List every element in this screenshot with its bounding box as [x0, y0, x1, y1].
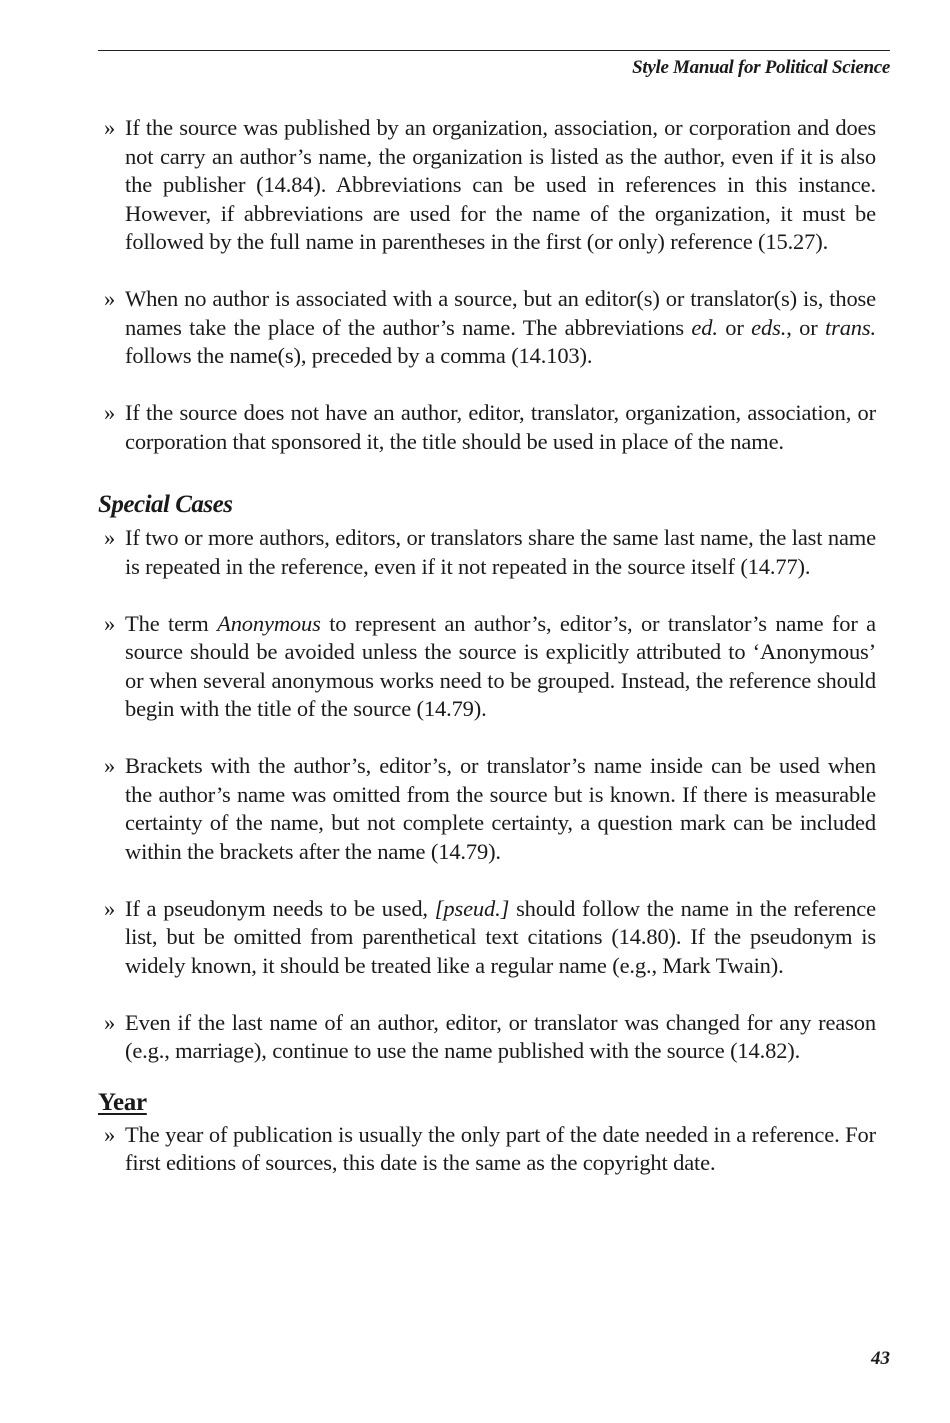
- bullet-text: Even if the last name of an author, editor, or translator was changed for any reason (e.g., marriage), continue to use the name published with the source (14.82).: [125, 1009, 876, 1063]
- bullet-marker-icon: »: [104, 1121, 116, 1147]
- bullet-item: [98, 895, 876, 981]
- bullet-text: When no author is associated with a source, but an editor(s) or translator(s) is, those names take the place of the author’s name. The abbreviations ed. or eds., or trans. follows the name(s), preceded by a comma (14.103).: [125, 286, 876, 368]
- page-number: 43: [871, 1348, 890, 1369]
- bullet-marker-icon: »: [104, 1009, 116, 1035]
- bullet-item: [98, 285, 876, 371]
- bullet-item: [98, 399, 876, 456]
- bullet-text: If a pseudonym needs to be used, [pseud.] should follow the name in the reference list, but be omitted from parenthetical text citations (14.80). If the pseudonym is widely known, it should be treated like a regular name (e.g., Mark Twain).: [125, 895, 876, 978]
- bullet-marker-icon: »: [104, 895, 116, 921]
- section-heading-special-cases: Special Cases: [98, 491, 233, 518]
- bullet-text: If two or more authors, editors, or translators share the same last name, the last name is repeated in the reference, even if it not repeated in the source itself (14.77).: [125, 525, 876, 579]
- header-rule: [98, 50, 890, 51]
- bullet-text: If the source was published by an organization, association, or corporation and does not carry an author’s name, the organization is listed as the author, even if it is also the publisher (14.84). Abbreviations can be used in references in this instance. However, if abbreviations are used for the name of the organization, it must be followed by the full name in parentheses in the first (or only) reference (15.27).: [125, 115, 876, 254]
- bullet-item: [98, 524, 876, 581]
- bullet-item: [98, 752, 876, 866]
- bullet-marker-icon: »: [104, 610, 116, 636]
- bullet-marker-icon: »: [104, 753, 116, 778]
- bullet-item: [98, 114, 876, 257]
- bullet-item: [98, 610, 876, 724]
- bullet-item: [98, 1121, 876, 1178]
- bullet-marker-icon: »: [104, 525, 116, 550]
- bullet-marker-icon: »: [104, 400, 116, 425]
- bullet-text: The term Anonymous to represent an author’s, editor’s, or translator’s name for a source should be avoided unless the source is explicitly attributed to ‘Anonymous’ or when several anonymous works need to be grouped. Instead, the reference should begin with the title of the source (14.79).: [125, 610, 876, 721]
- bullet-marker-icon: »: [104, 286, 116, 311]
- bullet-marker-icon: »: [104, 115, 116, 140]
- bullet-text: If the source does not have an author, editor, translator, organization, association, or corporation that sponsored it, the title should be used in place of the name.: [125, 400, 876, 454]
- bullet-item: [98, 1009, 876, 1066]
- page-body: [98, 114, 876, 1178]
- bullet-text: Brackets with the author’s, editor’s, or translator’s name inside can be used when the author’s name was omitted from the source but is known. If there is measurable certainty of the name, but not complete certainty, a question mark can be included within the brackets after the name (14.79).: [125, 753, 876, 864]
- bullet-text: The year of publication is usually the only part of the date needed in a reference. For first editions of sources, this date is the same as the copyright date.: [125, 1121, 876, 1175]
- section-heading-year: Year: [98, 1088, 147, 1116]
- running-head: Style Manual for Political Science: [632, 57, 890, 78]
